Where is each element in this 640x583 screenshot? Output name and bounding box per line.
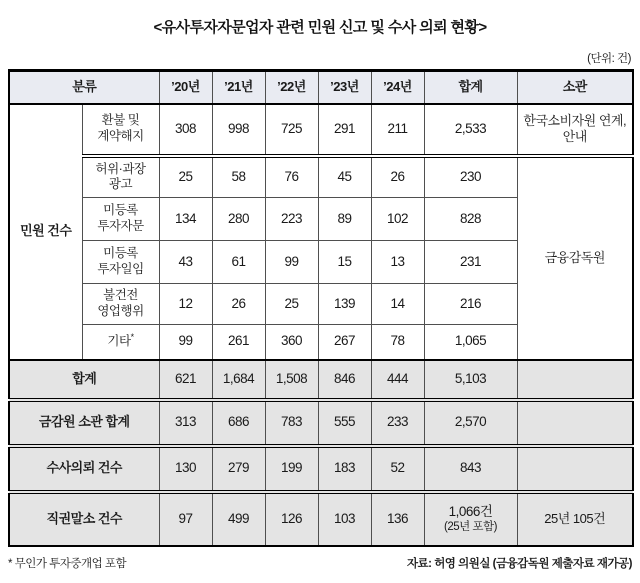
table-footer [8, 555, 632, 571]
value-cell: 102 [371, 198, 424, 241]
unit-label: (단위: 건) [587, 53, 631, 65]
jurisdiction-cell-empty [517, 360, 633, 400]
etc-label: 기타 [107, 333, 131, 348]
header-jurisdiction: 소관 [517, 71, 633, 104]
value-cell: 444 [371, 360, 424, 400]
value-cell: 78 [371, 325, 424, 360]
row-label: 허위·과장 광고 [82, 156, 159, 198]
value-cell: 15 [318, 241, 371, 284]
complaints-group-label: 민원 건수 [9, 104, 82, 360]
value-cell: 280 [212, 198, 265, 241]
value-cell: 25 [159, 156, 212, 198]
value-cell: 291 [318, 104, 371, 156]
table-row-fss-subtotal [9, 400, 633, 446]
value-cell: 58 [212, 156, 265, 198]
value-cell: 783 [265, 400, 318, 446]
total-cell: 843 [424, 446, 517, 492]
table-row-investigation-requests [9, 446, 633, 492]
summary-label: 합계 [9, 360, 159, 400]
jurisdiction-consumer-cell: 한국소비자원 연계, 안내 [517, 104, 633, 156]
total-cell [424, 492, 517, 546]
value-cell: 1,684 [212, 360, 265, 400]
total-cell: 2,570 [424, 400, 517, 446]
footnote-mark: * [130, 331, 134, 342]
value-cell: 686 [212, 400, 265, 446]
value-cell: 183 [318, 446, 371, 492]
value-cell: 211 [371, 104, 424, 156]
value-cell: 279 [212, 446, 265, 492]
header-year-2021: ’21년 [212, 71, 265, 104]
value-cell: 12 [159, 284, 212, 325]
row-label: 불건전 영업행위 [82, 284, 159, 325]
header-total: 합계 [424, 71, 517, 104]
value-cell: 52 [371, 446, 424, 492]
complaints-table [8, 69, 634, 547]
value-cell: 26 [371, 156, 424, 198]
value-cell: 725 [265, 104, 318, 156]
table-row-refund [9, 104, 633, 156]
value-cell: 99 [265, 241, 318, 284]
value-cell: 43 [159, 241, 212, 284]
value-cell: 846 [318, 360, 371, 400]
value-cell: 621 [159, 360, 212, 400]
total-cell: 231 [424, 241, 517, 284]
value-cell: 998 [212, 104, 265, 156]
value-cell: 97 [159, 492, 212, 546]
value-cell: 313 [159, 400, 212, 446]
value-cell: 555 [318, 400, 371, 446]
jurisdiction-fss-cell: 금융감독원 [517, 156, 633, 360]
row-label: 환불 및 계약해지 [82, 104, 159, 156]
header-year-2023: ’23년 [318, 71, 371, 104]
jurisdiction-cell-empty [517, 400, 633, 446]
value-cell: 139 [318, 284, 371, 325]
row-label [82, 325, 159, 360]
header-category: 분류 [9, 71, 159, 104]
value-cell: 13 [371, 241, 424, 284]
header-year-2020: ’20년 [159, 71, 212, 104]
value-cell: 199 [265, 446, 318, 492]
summary-label: 금감원 소관 합계 [9, 400, 159, 446]
total-note: (25년 포함) [444, 520, 497, 533]
value-cell: 136 [371, 492, 424, 546]
total-cell: 216 [424, 284, 517, 325]
value-cell: 99 [159, 325, 212, 360]
value-cell: 134 [159, 198, 212, 241]
total-cell: 1,065 [424, 325, 517, 360]
table-header-row [9, 71, 633, 104]
table-row-grand-total [9, 360, 633, 400]
value-cell: 103 [318, 492, 371, 546]
header-year-2024: ’24년 [371, 71, 424, 104]
jurisdiction-2025-cell: 25년 105건 [517, 492, 633, 546]
value-cell: 25 [265, 284, 318, 325]
jurisdiction-cell-empty [517, 446, 633, 492]
total-value: 1,066건 [448, 503, 493, 519]
value-cell: 499 [212, 492, 265, 546]
total-cell: 5,103 [424, 360, 517, 400]
value-cell: 14 [371, 284, 424, 325]
source-text: 자료: 허영 의원실 (금융감독원 제출자료 재가공) [406, 557, 632, 570]
total-cell: 828 [424, 198, 517, 241]
header-year-2022: ’22년 [265, 71, 318, 104]
summary-label: 직권말소 건수 [9, 492, 159, 546]
value-cell: 130 [159, 446, 212, 492]
page-title: <유사투자자문업자 관련 민원 신고 및 수사 의뢰 현황> [153, 19, 487, 36]
row-label: 미등록 투자일임 [82, 241, 159, 284]
value-cell: 233 [371, 400, 424, 446]
summary-label: 수사의뢰 건수 [9, 446, 159, 492]
table-row-false-ad [9, 156, 633, 198]
value-cell: 89 [318, 198, 371, 241]
table-row-exofficio-cancellation [9, 492, 633, 546]
value-cell: 61 [212, 241, 265, 284]
value-cell: 126 [265, 492, 318, 546]
value-cell: 1,508 [265, 360, 318, 400]
value-cell: 45 [318, 156, 371, 198]
value-cell: 267 [318, 325, 371, 360]
value-cell: 360 [265, 325, 318, 360]
value-cell: 223 [265, 198, 318, 241]
value-cell: 261 [212, 325, 265, 360]
total-cell: 230 [424, 156, 517, 198]
row-label: 미등록 투자자문 [82, 198, 159, 241]
footnote-text: * 무인가 투자중개업 포함 [8, 557, 127, 570]
value-cell: 26 [212, 284, 265, 325]
value-cell: 76 [265, 156, 318, 198]
total-cell: 2,533 [424, 104, 517, 156]
value-cell: 308 [159, 104, 212, 156]
